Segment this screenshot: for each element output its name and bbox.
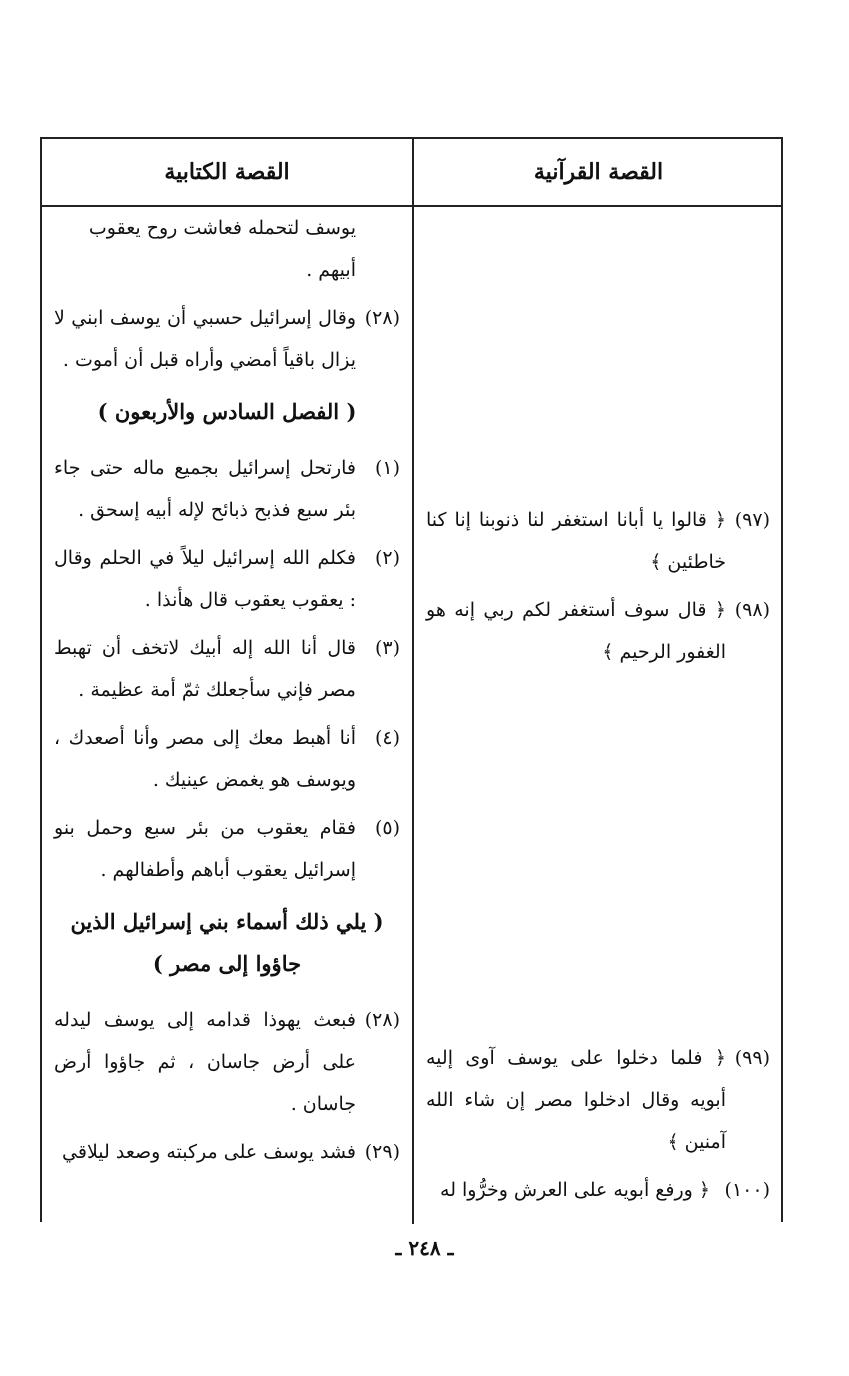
verse-text: ﴿ قال سوف أستغفر لكم ربي إنه هو الغفور الرحيم ﴾ [426, 599, 726, 663]
verse-text: ﴿ ورفع أبويه على العرش وخرُّوا له [440, 1179, 710, 1201]
verse-number: (٢٨) [364, 307, 400, 329]
quranic-story-column [426, 207, 770, 1217]
verse-text: فكلم الله إسرائيل ليلاً في الحلم وقال : يعقوب يعقوب قال هأنذا . [54, 547, 356, 611]
verse-entry [54, 1131, 400, 1173]
verse-text: فقام يعقوب من بئر سبع وحمل بنو إسرائيل يعقوب أباهم وأطفالهم . [54, 817, 356, 881]
verse-entry [426, 589, 770, 673]
verse-number: (٢٩) [364, 1141, 400, 1163]
page-number: ـ ٢٤٨ ـ [395, 1236, 454, 1260]
section-title: ( يلي ذلك أسماء بني إسرائيل الذين جاؤوا إلى مصر ) [70, 909, 384, 976]
section-title: ( الفصل السادس والأربعون ) [97, 399, 357, 424]
verse-entry [54, 999, 400, 1125]
biblical-story-heading: القصة الكتابية [164, 159, 290, 185]
verse-entry [54, 627, 400, 711]
verse-text: فارتحل إسرائيل بجميع ماله حتى جاء بئر سبع فذبح ذبائح لإله أبيه إسحق . [54, 457, 356, 521]
verse-entry [426, 1169, 770, 1211]
verse-entry [426, 1037, 770, 1163]
verse-text: فبعث يهوذا قدامه إلى يوسف ليدله على أرض جاسان ، ثم جاؤوا أرض جاسان . [54, 1009, 356, 1115]
quranic-story-heading: القصة القرآنية [533, 159, 664, 185]
verse-text: ﴿ قالوا يا أبانا استغفر لنا ذنوبنا إنا كنا خاطئين ﴾ [426, 509, 726, 573]
verse-number: (٥) [374, 817, 400, 839]
verse-entry [426, 499, 770, 583]
verse-text: وقال إسرائيل حسبي أن يوسف ابني لا يزال باقياً أمضي وأراه قبل أن أموت . [54, 307, 356, 371]
verse-text: قال أنا الله إله أبيك لاتخف أن تهبط مصر فإني سأجعلك ثمّ أمة عظيمة . [54, 637, 356, 701]
verse-number: (٣) [374, 637, 400, 659]
verse-number: (٩٧) [734, 509, 770, 531]
comparison-table [40, 137, 783, 1222]
verse-entry [54, 447, 400, 531]
verse-number: (٢٨) [364, 1009, 400, 1031]
verse-number: (٩٨) [734, 599, 770, 621]
verse-text: فشد يوسف على مركبته وصعد ليلاقي [62, 1141, 356, 1163]
verse-number: (١) [374, 457, 400, 479]
column-divider [412, 139, 414, 1224]
verse-text: ﴿ فلما دخلوا على يوسف آوى إليه أبويه وقال ادخلوا مصر إن شاء الله آمنين ﴾ [426, 1047, 726, 1153]
continued-verse: يوسف لتحمله فعاشت روح يعقوب أبيهم . [88, 217, 356, 281]
verse-entry [54, 717, 400, 801]
verse-text: أنا أهبط معك إلى مصر وأنا أصعدك ، ويوسف هو يغمض عينيك . [54, 727, 356, 791]
verse-entry [54, 297, 400, 381]
biblical-story-column [54, 207, 400, 1179]
verse-number: (٩٩) [734, 1047, 770, 1069]
verse-entry [54, 537, 400, 621]
verse-number: (٢) [374, 547, 400, 569]
verse-number: (١٠٠) [724, 1179, 770, 1201]
verse-entry [54, 807, 400, 891]
verse-number: (٤) [374, 727, 400, 749]
